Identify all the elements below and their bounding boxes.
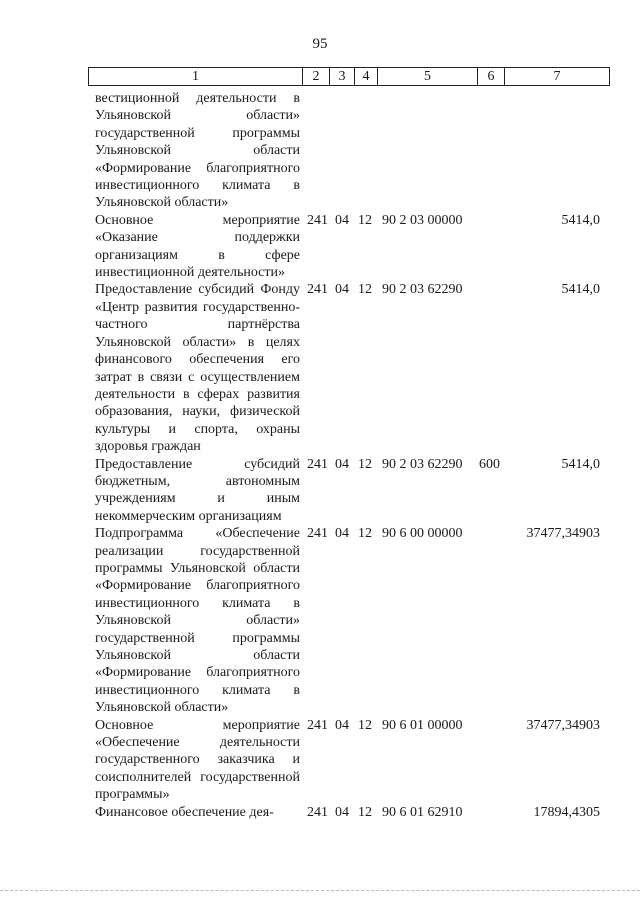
row-subsection: 12 xyxy=(358,804,372,820)
row-section: 04 xyxy=(335,804,349,820)
row-admin: 241 xyxy=(307,282,328,298)
header-col-2: 2 xyxy=(303,68,330,85)
row-sum: 37477,34903 xyxy=(526,526,600,542)
header-col-6: 6 xyxy=(478,68,505,85)
row-subsection: 12 xyxy=(358,212,372,228)
row-section: 04 xyxy=(335,526,349,542)
header-col-7: 7 xyxy=(553,69,561,84)
row-name: Предоставление субсидий Фонду «Центр развития государственно-частного партнёрства Ульяновской области» в целях финансового обеспечения его затрат в связи с осуществлением деятельности в сферах развития образования, науки, физической культуры и спорта, охраны здоровья граждан xyxy=(95,282,300,455)
row-subsection: 12 xyxy=(358,717,372,733)
header-col-4: 4 xyxy=(355,68,378,85)
row-name: вестиционной деятельности в Ульяновской области» государственной программы Ульяновской области «Формирование благоприятного инвестиционного климата в Ульяновской области» xyxy=(95,91,300,211)
row-admin: 241 xyxy=(307,212,328,228)
table-row xyxy=(95,525,610,716)
row-sum: 17894,4305 xyxy=(533,804,600,820)
row-name: Предоставление субсидий бюджетным, автономным учреждениям и иным некоммерческим организациям xyxy=(95,456,300,524)
row-csr: 90 6 01 00000 xyxy=(382,717,463,733)
row-admin: 241 xyxy=(307,717,328,733)
row-csr: 90 6 00 00000 xyxy=(382,526,463,542)
row-subsection: 12 xyxy=(358,456,372,472)
table-row xyxy=(95,90,610,212)
row-name: Основное мероприятие «Оказание поддержки организациям в сфере инвестиционной деятельности» xyxy=(95,212,300,281)
row-vr: 600 xyxy=(479,456,500,472)
row-name: Подпрограмма «Обеспечение реализации государственной программы Ульяновской области «Формирование благоприятного инвестиционного климата в Ульяновской области» государственной программы Ульяновской области «Формирование благоприятного инвестиционного климата в Ульяновской области» xyxy=(95,526,300,716)
table-row xyxy=(95,212,610,282)
table-row xyxy=(95,456,610,526)
page-number: 95 xyxy=(312,36,328,52)
table-header xyxy=(88,67,610,86)
row-sum: 5414,0 xyxy=(561,282,600,298)
page-bottom-edge xyxy=(0,890,640,893)
table-row xyxy=(95,804,610,821)
row-subsection: 12 xyxy=(358,526,372,542)
row-csr: 90 6 01 62910 xyxy=(382,804,463,820)
table-body xyxy=(95,90,610,821)
table-row xyxy=(95,281,610,455)
row-name: Финансовое обеспечение дея- xyxy=(95,804,274,820)
row-name: Основное мероприятие «Обеспечение деятельности государственного заказчика и соисполнителей государственной программы» xyxy=(95,717,300,803)
row-section: 04 xyxy=(335,717,349,733)
row-csr: 90 2 03 62290 xyxy=(382,282,463,298)
row-section: 04 xyxy=(335,456,349,472)
header-col-3: 3 xyxy=(330,68,355,85)
row-section: 04 xyxy=(335,212,349,228)
row-sum: 5414,0 xyxy=(561,456,600,472)
row-admin: 241 xyxy=(307,526,328,542)
row-admin: 241 xyxy=(307,804,328,820)
row-sum: 37477,34903 xyxy=(526,717,600,733)
row-csr: 90 2 03 00000 xyxy=(382,212,463,228)
row-admin: 241 xyxy=(307,456,328,472)
table-row xyxy=(95,717,610,804)
row-sum: 5414,0 xyxy=(561,212,600,228)
header-col-5: 5 xyxy=(378,68,478,85)
header-col-1: 1 xyxy=(89,68,303,85)
row-csr: 90 2 03 62290 xyxy=(382,456,463,472)
row-subsection: 12 xyxy=(358,282,372,298)
row-section: 04 xyxy=(335,282,349,298)
